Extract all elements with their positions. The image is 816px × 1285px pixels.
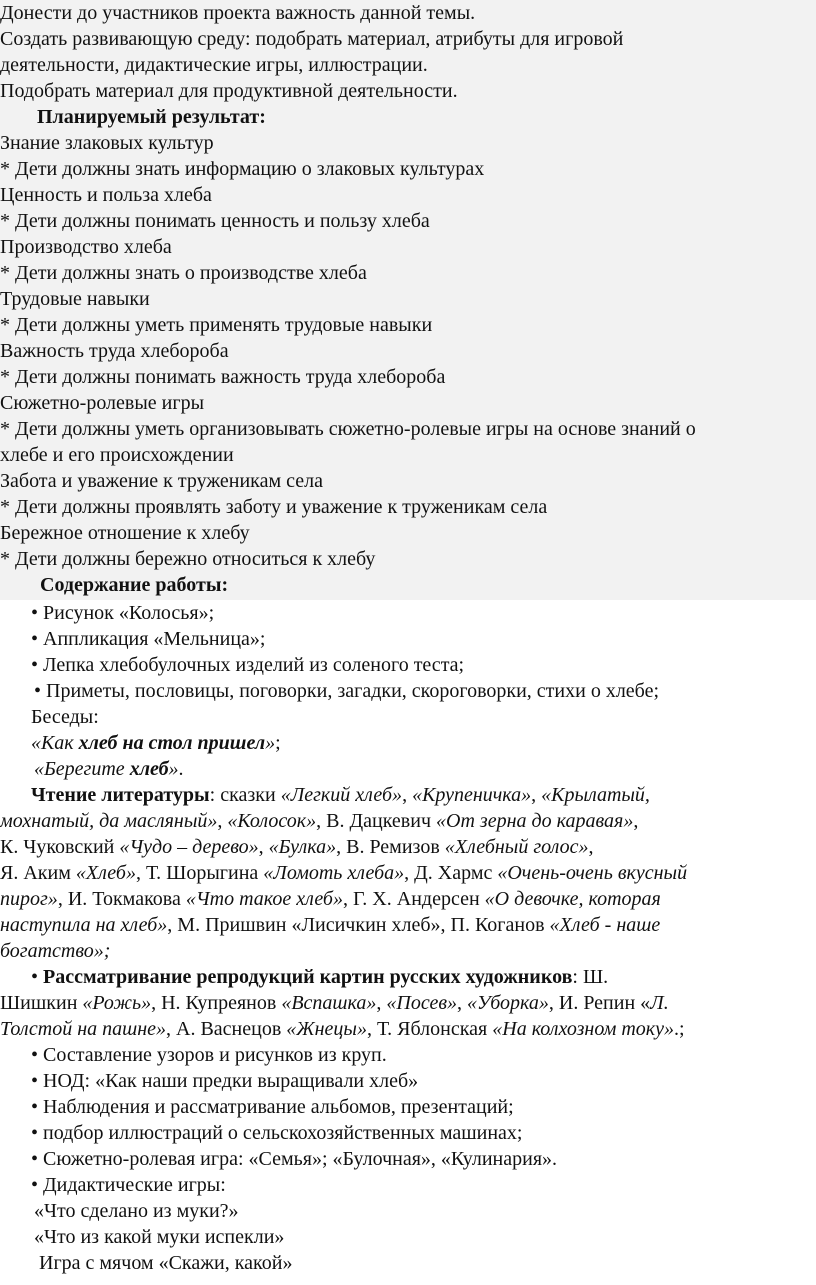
result-line: * Дети должны проявлять заботу и уважение к труженикам села: [0, 496, 548, 518]
result-line: * Дети должны понимать ценность и пользу хлеба: [0, 210, 430, 232]
result-line: Знание злаковых культур: [0, 132, 214, 154]
result-line: Трудовые навыки: [0, 288, 150, 310]
paintings-line: Шишкин «Рожь», Н. Купреянов «Вспашка», «Посев», «Уборка», И. Репин «Л.: [0, 992, 669, 1014]
content-heading: Содержание работы:: [40, 574, 229, 596]
goals-and-results-block: [0, 0, 816, 600]
result-line: Производство хлеба: [0, 236, 172, 258]
goal-line: Подобрать материал для продуктивной деятельности.: [0, 80, 458, 102]
reading-line: К. Чуковский «Чудо – дерево», «Булка», В. Ремизов «Хлебный голос»,: [0, 836, 594, 858]
content-bullet: • Дидактические игры:: [31, 1174, 226, 1196]
reading-line: Я. Аким «Хлеб», Т. Шорыгина «Ломоть хлеба», Д. Хармс «Очень-очень вкусный: [0, 862, 688, 884]
content-block: [0, 600, 816, 1276]
content-bullet: • Приметы, пословицы, поговорки, загадки, скороговорки, стихи о хлебе;: [34, 680, 660, 702]
content-bullet: • Составление узоров и рисунков из круп.: [31, 1044, 387, 1066]
result-line: Бережное отношение к хлебу: [0, 522, 250, 544]
reading-line: мохнатый, да масляный», «Колосок», В. Дацкевич «От зерна до каравая»,: [0, 810, 639, 832]
reading-paragraph: Чтение литературы: сказки «Легкий хлеб», «Крупеничка», «Крылатый,: [31, 784, 650, 806]
goal-line: Создать развивающую среду: подобрать материал, атрибуты для игровой: [0, 28, 624, 50]
game-item: «Что сделано из муки?»: [34, 1200, 239, 1222]
paintings-paragraph: • Рассматривание репродукций картин русских художников: Ш.: [31, 966, 609, 988]
result-line: * Дети должны бережно относиться к хлебу: [0, 548, 376, 570]
result-line: * Дети должны знать информацию о злаковых культурах: [0, 158, 485, 180]
content-bullet: • Лепка хлебобулочных изделий из соленого теста;: [31, 654, 465, 676]
content-bullet: • Сюжетно-ролевая игра: «Семья»; «Булочная», «Кулинария».: [31, 1148, 558, 1170]
talk-item: «Как хлеб на стол пришел»;: [31, 732, 281, 754]
game-item: Игра с мячом «Скажи, какой»: [39, 1252, 293, 1274]
content-bullet: • подбор иллюстраций о сельскохозяйственных машинах;: [31, 1122, 523, 1144]
result-line: Сюжетно-ролевые игры: [0, 392, 205, 414]
talk-item: «Берегите хлеб».: [34, 758, 184, 780]
reading-line: богатство»;: [0, 940, 111, 962]
goal-line: деятельности, дидактические игры, иллюстрации.: [0, 54, 428, 76]
result-line: * Дети должны уметь применять трудовые навыки: [0, 314, 433, 336]
content-bullet: • Рисунок «Колосья»;: [31, 602, 215, 624]
content-bullet: • Наблюдения и рассматривание альбомов, презентаций;: [31, 1096, 514, 1118]
result-line: * Дети должны уметь организовывать сюжетно-ролевые игры на основе знаний о: [0, 418, 696, 440]
result-line: Ценность и польза хлеба: [0, 184, 212, 206]
result-line: хлебе и его происхождении: [0, 444, 234, 466]
content-bullet: • Аппликация «Мельница»;: [31, 628, 266, 650]
content-bullet: • НОД: «Как наши предки выращивали хлеб»: [31, 1070, 419, 1092]
talks-label: Беседы:: [31, 706, 99, 728]
result-line: * Дети должны понимать важность труда хлебороба: [0, 366, 446, 388]
paintings-line: Толстой на пашне», А. Васнецов «Жнецы», Т. Яблонская «На колхозном току».;: [0, 1018, 685, 1040]
reading-line: пирог», И. Токмакова «Что такое хлеб», Г. Х. Андерсен «О девочке, которая: [0, 888, 661, 910]
game-item: «Что из какой муки испекли»: [34, 1226, 285, 1248]
goal-line: Донести до участников проекта важность данной темы.: [0, 2, 476, 24]
result-line: * Дети должны знать о производстве хлеба: [0, 262, 367, 284]
reading-line: наступила на хлеб», М. Пришвин «Лисичкин хлеб», П. Коганов «Хлеб - наше: [0, 914, 661, 936]
result-line: Забота и уважение к труженикам села: [0, 470, 323, 492]
result-line: Важность труда хлебороба: [0, 340, 229, 362]
results-heading: Планируемый результат:: [37, 106, 266, 128]
